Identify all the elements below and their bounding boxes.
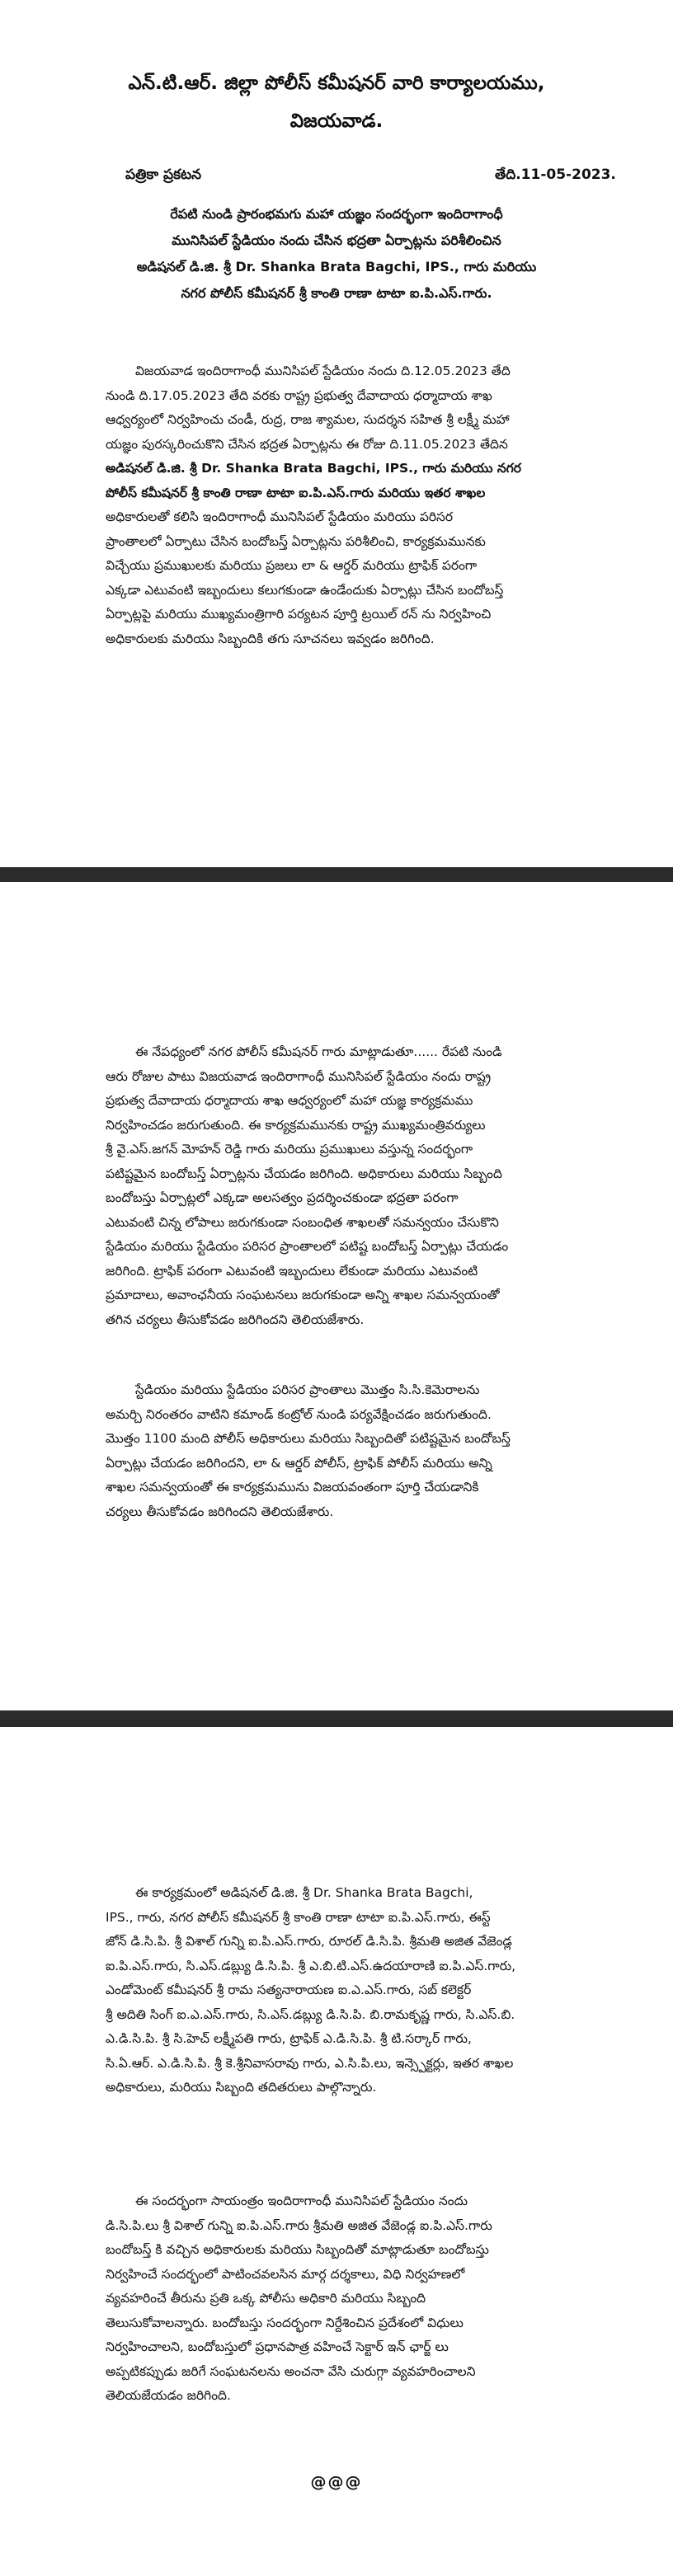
text-line: ఎ.డి.సి.పి. శ్రీ సి.హెచ్ లక్ష్మీపతి గారు, ట్రాఫిక్ ఎ.డి.సి.పి. శ్రీ టి.సర్కార్ గారు, (106, 2031, 472, 2046)
text-line: ఐ.పి.ఎస్.గారు, సి.ఎస్.డబ్ల్యు డి.సి.పి. శ్రీ ఎ.బి.టి.ఎస్.ఉదయారాణి ఐ.పి.ఎస్.గారు, (106, 1958, 516, 1973)
text-line: ప్రాంతాలలో ఏర్పాటు చేసిన బందోబస్త్ ఏర్పాట్లను పరిశీలించి, కార్యక్రమమునకు (106, 533, 486, 549)
closing-mark: @@@ (310, 2473, 363, 2491)
text-line: ఎటువంటి చిన్న లోపాలు జరుగకుండా సంబంధిత శాఖలతో సమన్వయం చేసుకొని (106, 1214, 499, 1230)
page-separator (0, 867, 673, 882)
text-line: ఈ కార్యక్రమంలో అడిషనల్ డి.జి. శ్రీ Dr. Shanka Brata Bagchi, (135, 1885, 473, 1900)
text-line: అప్పటికప్పుడు జరిగే సంఘటనలను అంచనా వేసి చురుగ్గా వ్యవహరించాలని (106, 2363, 476, 2379)
text-line: ఏర్పాట్లపై మరియు ముఖ్యమంత్రిగారి పర్యటన పూర్తి ట్రయిల్ రన్ ను నిర్వహించి (106, 607, 492, 622)
subject-line: మునిసిపల్ స్టేడియం నందు చేసిన భద్రతా ఏర్పాట్లను పరిశీలించిన (172, 232, 501, 248)
text-line: డి.సి.పి.లు శ్రీ విశాల్ గున్ని ఐ.పి.ఎస్.గారు శ్రీమతి అజిత వేజెండ్ల ఐ.పి.ఎస్.గారు (106, 2217, 492, 2233)
paragraph-5 (106, 2189, 567, 2409)
text-line: ఈ సందర్భంగా సాయంత్రం ఇందిరాగాంధీ మునిసిపల్ స్టేడియం నందు (135, 2194, 468, 2208)
text-line: సి.ఏ.ఆర్. ఎ.డి.సి.పి. శ్రీ కె.శ్రీనివాసరావు గారు, ఎ.సి.పి.లు, ఇన్స్పెక్టర్లు, ఇతర శాఖల (106, 2055, 514, 2071)
text-line: బందోబస్తు ఏర్పాట్లలో ఎక్కడా అలసత్వం ప్రదర్శించకుండా భద్రతా పరంగా (106, 1190, 459, 1205)
text-line: IPS., గారు, నగర పోలీస్ కమీషనర్ శ్రీ కాంతి రాణా టాటా ఐ.పి.ఎస్.గారు, ఈస్ట్ (106, 1909, 491, 1925)
text-line: జోన్ డి.సి.పి. శ్రీ విశాల్ గున్ని ఐ.పి.ఎస్.గారు, రూరల్ డి.సి.పి. శ్రీమతి అజిత వేజెండ్ల (106, 1934, 512, 1949)
text-line: ఆధ్వర్యంలో నిర్వహించు చండీ, రుద్ర, రాజ శ్యామల, సుదర్శన సహిత శ్రీ లక్ష్మీ మహా (106, 412, 510, 427)
text-line: అధికారులతో కలిసి ఇందిరాగాంధీ మునిసిపల్ స్టేడియం మరియు పరిసర (106, 509, 454, 524)
text-line: శ్రీ అదితి సింగ్ ఐ.ఎ.ఎస్.గారు, సి.ఎస్.డబ్ల్యు డి.సి.పి. బి.రామకృష్ణ గారు, సి.ఎస్.బి. (106, 2006, 515, 2022)
text-line: తెలుసుకోవాలన్నారు. బందోబస్తు సందర్భంగా నిర్దేశించిన ప్రదేశంలో విధులు (106, 2315, 464, 2330)
text-line: ఎండోమెంట్ కమీషనర్ శ్రీ రామ సత్యనారాయణ ఐ.ఎ.ఎస్.గారు, సబ్ కలెక్టర్ (106, 1982, 472, 1997)
page-2 (0, 882, 673, 1710)
text-line: శాఖల సమన్వయంతో ఈ కార్యక్రమమును విజయవంతంగా పూర్తి చేయడానికి (106, 1480, 479, 1494)
text-line: జరిగింది. ట్రాఫిక్ పరంగా ఎటువంటి ఇబ్బందులు లేకుండా మరియు ఎటువంటి (106, 1263, 478, 1279)
paragraph-1 (106, 359, 567, 651)
text-line: విచ్చేయు ప్రముఖులకు మరియు ప్రజలు లా & ఆర్డర్ మరియు ట్రాఫిక్ పరంగా (106, 558, 478, 573)
paragraph-4 (106, 1881, 567, 2100)
page-3 (0, 1727, 673, 2576)
text-line: స్టేడియం మరియు స్టేడియం పరిసర ప్రాంతాలు మొత్తం సి.సి.కెమెరాలను (135, 1382, 480, 1397)
text-line: యజ్ఞం పురస్కరించుకొని చేసిన భద్రత ఏర్పాట్లను ఈ రోజు ది.11.05.2023 తేదిన (106, 436, 508, 452)
text-line: ప్రభుత్వ దేవాదాయ ధర్మాదాయ శాఖ ఆధ్వర్యంలో మహా యజ్ఞ కార్యక్రమము (106, 1093, 473, 1108)
page-separator (0, 1710, 673, 1727)
text-line: తగిన చర్యలు తీసుకోవడం జరిగిందని తెలియజేశారు. (106, 1311, 365, 1327)
text-line: స్టేడియం మరియు స్టేడియం పరిసర ప్రాంతాలలో పటిష్ట బందోబస్త్ ఏర్పాట్లు చేయడం (106, 1239, 509, 1254)
text-line: అమర్చి నిరంతరం వాటిని కమాండ్ కంట్రోల్ నుండి పర్యవేక్షించడం జరుగుతుంది. (106, 1406, 492, 1422)
text-line: వ్యవహరించే తీరును ప్రతి ఒక్క పోలీసు అధికారి మరియు సిబ్బంది (106, 2291, 426, 2306)
text-line: ప్రమాదాలు, అవాంఛనీయ సంఘటనలు జరుగకుండా అన్ని శాఖల సమన్వయంతో (106, 1288, 500, 1302)
subject-line: రేపటి నుండి ప్రారంభమగు మహా యజ్ఞం సందర్భంగా ఇందిరాగాంధీ (170, 206, 503, 222)
text-line: మొత్తం 1100 మంది పోలీస్ అధికారులు మరియు సిబ్బందితో పటిష్టమైన బందోబస్త్ (106, 1431, 511, 1446)
text-line: ఆరు రోజుల పాటు విజయవాడ ఇందిరాగాంధీ మునిసిపల్ స్టేడియం నందు రాష్ట్ర (106, 1068, 492, 1084)
text-line: అధికారులు, మరియు సిబ్బంది తదితరులు పాల్గొన్నారు. (106, 2080, 377, 2095)
text-line: పోలీస్ కమీషనర్ శ్రీ కాంతి రాణా టాటా ఐ.పి.ఎస్.గారు మరియు ఇతర శాఖల (106, 485, 486, 500)
release-date: తేది.11-05-2023. (495, 167, 616, 183)
press-release-label: పత్రికా ప్రకటన (125, 167, 202, 183)
text-line: అధికారులకు మరియు సిబ్బందికి తగు సూచనలు ఇవ్వడం జరిగింది. (106, 631, 435, 646)
text-line: ఈ నేపధ్యంలో నగర పోలీస్ కమీషనర్ గారు మాట్లాడుతూ...... రేపటి నుండి (135, 1044, 502, 1059)
text-line: శ్రీ వై.ఎస్.జగన్ మోహన్ రెడ్డి గారు మరియు ప్రముఖులు వస్తున్న సందర్భంగా (106, 1142, 473, 1157)
text-line: తెలియజేయడం జరిగింది. (106, 2388, 231, 2403)
text-line: నిర్వహించే సందర్భంలో పాటించవలసిన మార్గ దర్శకాలు, విధి నిర్వహణలో (106, 2266, 465, 2282)
paragraph-2 (106, 1040, 567, 1332)
office-title: ఎన్.టి.ఆర్. జిల్లా పోలీస్ కమీషనర్ వారి కార్యాలయము, (128, 73, 545, 94)
text-line: ఎక్కడా ఎటువంటి ఇబ్బందులు కలుగకుండా ఉండేందుకు ఏర్పాట్లు చేసిన బందోబస్త్ (106, 582, 504, 598)
paragraph-3 (106, 1378, 567, 1524)
subject-line: అడిషనల్ డి.జి. శ్రీ Dr. Shanka Brata Bagchi, IPS., గారు మరియు (136, 259, 537, 274)
subject-line: నగర పోలీస్ కమీషనర్ శ్రీ కాంతి రాణా టాటా ఐ.పి.ఎస్.గారు. (181, 285, 492, 301)
text-line: ఏర్పాట్లు చేయడం జరిగిందని, లా & ఆర్డర్ పోలీస్, ట్రాఫిక్ పోలీస్ మరియు అన్ని (106, 1455, 492, 1471)
page-1 (0, 0, 673, 867)
subject-block (0, 201, 673, 307)
text-line: నిర్వహించడం జరుగుతుంది. ఈ కార్యక్రమమునకు రాష్ట్ర ముఖ్యమంత్రివర్యులు (106, 1117, 486, 1133)
text-line: విజయవాడ ఇందిరాగాంధీ మునిసిపల్ స్టేడియం నందు ది.12.05.2023 తేది (135, 364, 511, 378)
text-line: అడిషనల్ డి.జి. శ్రీ Dr. Shanka Brata Bagchi, IPS., గారు మరియు నగర (106, 461, 521, 476)
text-line: పటిష్టమైన బందోబస్త్ ఏర్పాట్లను చేయడం జరిగింది. అధికారులు మరియు సిబ్బంది (106, 1166, 502, 1181)
text-line: నుండి ది.17.05.2023 తేది వరకు రాష్ట్ర ప్రభుత్వ దేవాదాయ ధర్మాదాయ శాఖ (106, 387, 492, 403)
text-line: బందోబస్త్ కి వచ్చిన అధికారులకు మరియు సిబ్బందితో మాట్లాడుతూ బందోబస్తు (106, 2242, 489, 2257)
text-line: చర్యలు తీసుకోవడం జరిగిందని తెలియజేశారు. (106, 1504, 334, 1519)
text-line: నిర్వహించాలని, బందోబస్తులో ప్రధానపాత్ర వహించే సెక్టార్ ఇన్ ఛార్జ్ లు (106, 2339, 449, 2354)
office-city: విజయవాడ. (289, 110, 384, 132)
